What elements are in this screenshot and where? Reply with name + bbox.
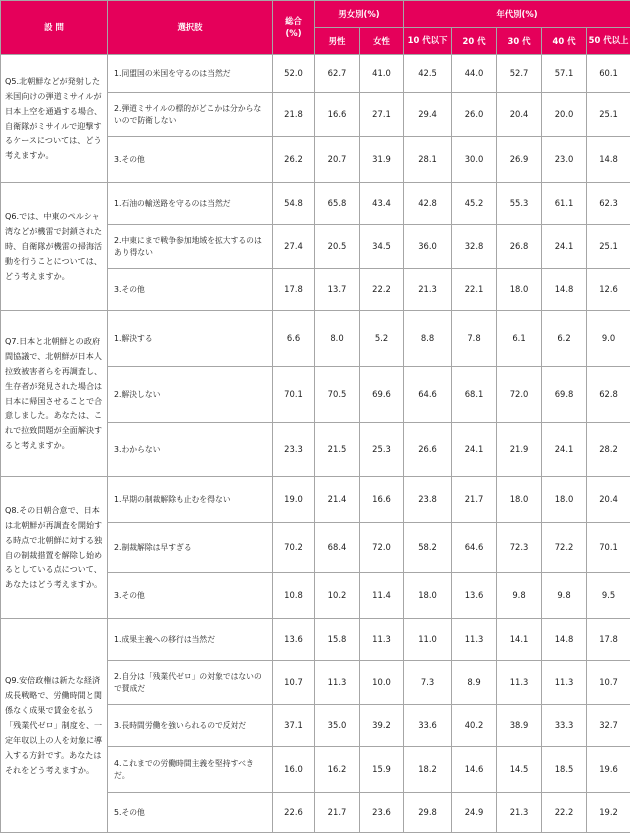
value-age-20: 8.9: [452, 661, 497, 705]
value-age-50: 9.5: [587, 573, 630, 619]
value-age-30: 11.3: [497, 661, 542, 705]
header-age-group: 年代別(%): [404, 1, 630, 28]
value-age-30: 20.4: [497, 93, 542, 137]
value-total: 19.0: [273, 477, 315, 523]
value-age-10: 28.1: [404, 137, 452, 183]
value-age-40: 6.2: [542, 311, 587, 367]
question-text: Q5.北朝鮮などが発射した米国向けの弾道ミサイルが日本上空を通過する場合、自衛隊がミサイルで迎撃するケースについては、どう考えますか。: [1, 55, 108, 183]
choice-label: 1.早期の制裁解除も止むを得ない: [108, 477, 273, 523]
choice-label: 3.その他: [108, 573, 273, 619]
header-total: [273, 1, 315, 55]
header-age-20: 20 代: [452, 28, 497, 55]
value-total: 13.6: [273, 619, 315, 661]
value-female: 15.9: [360, 747, 404, 793]
table-row: [1, 311, 630, 367]
header-choice: 選択肢: [108, 1, 273, 55]
value-age-40: 57.1: [542, 55, 587, 93]
value-age-50: 28.2: [587, 423, 630, 477]
value-age-20: 30.0: [452, 137, 497, 183]
choice-label: 1.解決する: [108, 311, 273, 367]
value-age-40: 24.1: [542, 423, 587, 477]
value-age-40: 23.0: [542, 137, 587, 183]
question-text: Q8.その日朝合意で、日本は北朝鮮が再調査を開始する時点で北朝鮮に対する独自の制裁措置を解除し始めるとしている点について、あなたはどう考えますか。: [1, 477, 108, 619]
value-total: 37.1: [273, 705, 315, 747]
value-age-20: 13.6: [452, 573, 497, 619]
table-row: [1, 477, 630, 523]
value-total: 26.2: [273, 137, 315, 183]
value-age-10: 18.2: [404, 747, 452, 793]
table-row: [1, 619, 630, 661]
value-age-20: 26.0: [452, 93, 497, 137]
value-age-50: 25.1: [587, 93, 630, 137]
value-age-30: 55.3: [497, 183, 542, 225]
value-age-30: 21.9: [497, 423, 542, 477]
value-female: 27.1: [360, 93, 404, 137]
value-age-10: 8.8: [404, 311, 452, 367]
value-age-20: 68.1: [452, 367, 497, 423]
value-total: 27.4: [273, 225, 315, 269]
value-female: 72.0: [360, 523, 404, 573]
value-total: 52.0: [273, 55, 315, 93]
value-age-30: 52.7: [497, 55, 542, 93]
value-age-20: 14.6: [452, 747, 497, 793]
value-female: 43.4: [360, 183, 404, 225]
value-age-50: 32.7: [587, 705, 630, 747]
value-age-50: 14.8: [587, 137, 630, 183]
value-age-10: 29.4: [404, 93, 452, 137]
value-age-30: 14.5: [497, 747, 542, 793]
value-total: 6.6: [273, 311, 315, 367]
value-age-50: 10.7: [587, 661, 630, 705]
value-age-30: 14.1: [497, 619, 542, 661]
value-age-30: 18.0: [497, 477, 542, 523]
value-age-20: 45.2: [452, 183, 497, 225]
value-age-50: 17.8: [587, 619, 630, 661]
value-female: 11.4: [360, 573, 404, 619]
value-male: 16.6: [315, 93, 360, 137]
value-male: 21.4: [315, 477, 360, 523]
value-age-30: 21.3: [497, 793, 542, 833]
value-male: 15.8: [315, 619, 360, 661]
choice-label: 3.その他: [108, 269, 273, 311]
header-age-40: 40 代: [542, 28, 587, 55]
header-male: 男性: [315, 28, 360, 55]
choice-label: 3.わからない: [108, 423, 273, 477]
choice-label: 4.これまでの労働時間主義を堅持すべきだ。: [108, 747, 273, 793]
table-header: [1, 1, 630, 55]
value-age-30: 72.3: [497, 523, 542, 573]
value-age-20: 11.3: [452, 619, 497, 661]
value-total: 16.0: [273, 747, 315, 793]
value-age-10: 36.0: [404, 225, 452, 269]
value-male: 21.7: [315, 793, 360, 833]
value-age-40: 24.1: [542, 225, 587, 269]
value-age-10: 23.8: [404, 477, 452, 523]
value-age-50: 62.3: [587, 183, 630, 225]
value-age-50: 20.4: [587, 477, 630, 523]
table-body: [1, 55, 630, 833]
value-age-30: 9.8: [497, 573, 542, 619]
value-age-40: 69.8: [542, 367, 587, 423]
value-female: 16.6: [360, 477, 404, 523]
choice-label: 3.その他: [108, 137, 273, 183]
value-age-20: 7.8: [452, 311, 497, 367]
value-age-10: 21.3: [404, 269, 452, 311]
choice-label: 1.同盟国の米国を守るのは当然だ: [108, 55, 273, 93]
value-male: 10.2: [315, 573, 360, 619]
header-total-label: 総合: [285, 16, 302, 26]
value-age-10: 42.8: [404, 183, 452, 225]
table-row: [1, 55, 630, 93]
value-age-30: 38.9: [497, 705, 542, 747]
value-age-50: 19.2: [587, 793, 630, 833]
choice-label: 2.自分は「残業代ゼロ」の対象ではないので賛成だ: [108, 661, 273, 705]
header-female: 女性: [360, 28, 404, 55]
value-female: 10.0: [360, 661, 404, 705]
header-age-30: 30 代: [497, 28, 542, 55]
value-age-50: 25.1: [587, 225, 630, 269]
value-age-20: 44.0: [452, 55, 497, 93]
value-male: 62.7: [315, 55, 360, 93]
value-age-50: 62.8: [587, 367, 630, 423]
question-text: Q9.安倍政権は新たな経済成長戦略で、労働時間と関係なく成果で賃金を払う「残業代ゼロ」制度を、一定年収以上の人を対象に導入する方針です。あなたはそれをどう考えますか。: [1, 619, 108, 833]
value-male: 21.5: [315, 423, 360, 477]
value-age-20: 24.1: [452, 423, 497, 477]
value-age-40: 72.2: [542, 523, 587, 573]
value-age-40: 61.1: [542, 183, 587, 225]
value-age-40: 20.0: [542, 93, 587, 137]
choice-label: 1.石油の輸送路を守るのは当然だ: [108, 183, 273, 225]
question-text: Q7.日本と北朝鮮との政府間協議で、北朝鮮が日本人拉致被害者らを再調査し、生存者が発見された場合は日本に帰国させることで合意しました。あなたは、これで拉致問題が全面解決すると考えますか。: [1, 311, 108, 477]
value-total: 21.8: [273, 93, 315, 137]
value-female: 23.6: [360, 793, 404, 833]
value-female: 25.3: [360, 423, 404, 477]
header-age-50: 50 代以上: [587, 28, 630, 55]
value-age-30: 26.9: [497, 137, 542, 183]
value-age-40: 14.8: [542, 619, 587, 661]
value-age-20: 64.6: [452, 523, 497, 573]
header-total-unit: (%): [285, 28, 301, 38]
value-age-40: 18.5: [542, 747, 587, 793]
value-total: 23.3: [273, 423, 315, 477]
value-age-20: 22.1: [452, 269, 497, 311]
choice-label: 3.長時間労働を強いられるので反対だ: [108, 705, 273, 747]
value-male: 20.7: [315, 137, 360, 183]
value-age-10: 58.2: [404, 523, 452, 573]
value-age-50: 19.6: [587, 747, 630, 793]
value-age-10: 29.8: [404, 793, 452, 833]
value-male: 20.5: [315, 225, 360, 269]
value-age-30: 6.1: [497, 311, 542, 367]
value-total: 22.6: [273, 793, 315, 833]
value-age-50: 9.0: [587, 311, 630, 367]
choice-label: 5.その他: [108, 793, 273, 833]
header-age-10: 10 代以下: [404, 28, 452, 55]
value-female: 22.2: [360, 269, 404, 311]
value-age-50: 60.1: [587, 55, 630, 93]
value-male: 11.3: [315, 661, 360, 705]
value-female: 11.3: [360, 619, 404, 661]
choice-label: 2.弾道ミサイルの標的がどこかは分からないので防衛しない: [108, 93, 273, 137]
value-male: 13.7: [315, 269, 360, 311]
value-male: 16.2: [315, 747, 360, 793]
choice-label: 1.成果主義への移行は当然だ: [108, 619, 273, 661]
value-age-30: 26.8: [497, 225, 542, 269]
value-total: 70.1: [273, 367, 315, 423]
value-age-10: 64.6: [404, 367, 452, 423]
choice-label: 2.制裁解除は早すぎる: [108, 523, 273, 573]
value-age-10: 33.6: [404, 705, 452, 747]
value-female: 41.0: [360, 55, 404, 93]
value-total: 17.8: [273, 269, 315, 311]
value-male: 65.8: [315, 183, 360, 225]
value-female: 31.9: [360, 137, 404, 183]
value-age-10: 11.0: [404, 619, 452, 661]
value-age-10: 7.3: [404, 661, 452, 705]
value-age-30: 18.0: [497, 269, 542, 311]
value-female: 34.5: [360, 225, 404, 269]
value-male: 35.0: [315, 705, 360, 747]
question-text: Q6.では、中東のペルシャ湾などが機雷で封鎖された時、自衛隊が機雷の掃海活動を行うことについては、どう考えますか。: [1, 183, 108, 311]
value-age-10: 18.0: [404, 573, 452, 619]
value-age-40: 14.8: [542, 269, 587, 311]
value-total: 10.8: [273, 573, 315, 619]
value-age-10: 26.6: [404, 423, 452, 477]
value-age-20: 24.9: [452, 793, 497, 833]
value-age-50: 70.1: [587, 523, 630, 573]
header-gender-group: 男女別(%): [315, 1, 404, 28]
value-total: 10.7: [273, 661, 315, 705]
value-age-20: 40.2: [452, 705, 497, 747]
value-male: 8.0: [315, 311, 360, 367]
value-age-40: 22.2: [542, 793, 587, 833]
value-male: 68.4: [315, 523, 360, 573]
choice-label: 2.解決しない: [108, 367, 273, 423]
value-age-20: 32.8: [452, 225, 497, 269]
choice-label: 2.中東にまで戦争参加地域を拡大するのはあり得ない: [108, 225, 273, 269]
header-question: 設 問: [1, 1, 108, 55]
value-age-40: 33.3: [542, 705, 587, 747]
value-female: 69.6: [360, 367, 404, 423]
value-age-40: 18.0: [542, 477, 587, 523]
value-age-40: 11.3: [542, 661, 587, 705]
value-female: 39.2: [360, 705, 404, 747]
value-age-50: 12.6: [587, 269, 630, 311]
value-age-40: 9.8: [542, 573, 587, 619]
value-age-30: 72.0: [497, 367, 542, 423]
value-male: 70.5: [315, 367, 360, 423]
value-total: 54.8: [273, 183, 315, 225]
value-female: 5.2: [360, 311, 404, 367]
value-total: 70.2: [273, 523, 315, 573]
table-row: [1, 183, 630, 225]
value-age-10: 42.5: [404, 55, 452, 93]
value-age-20: 21.7: [452, 477, 497, 523]
